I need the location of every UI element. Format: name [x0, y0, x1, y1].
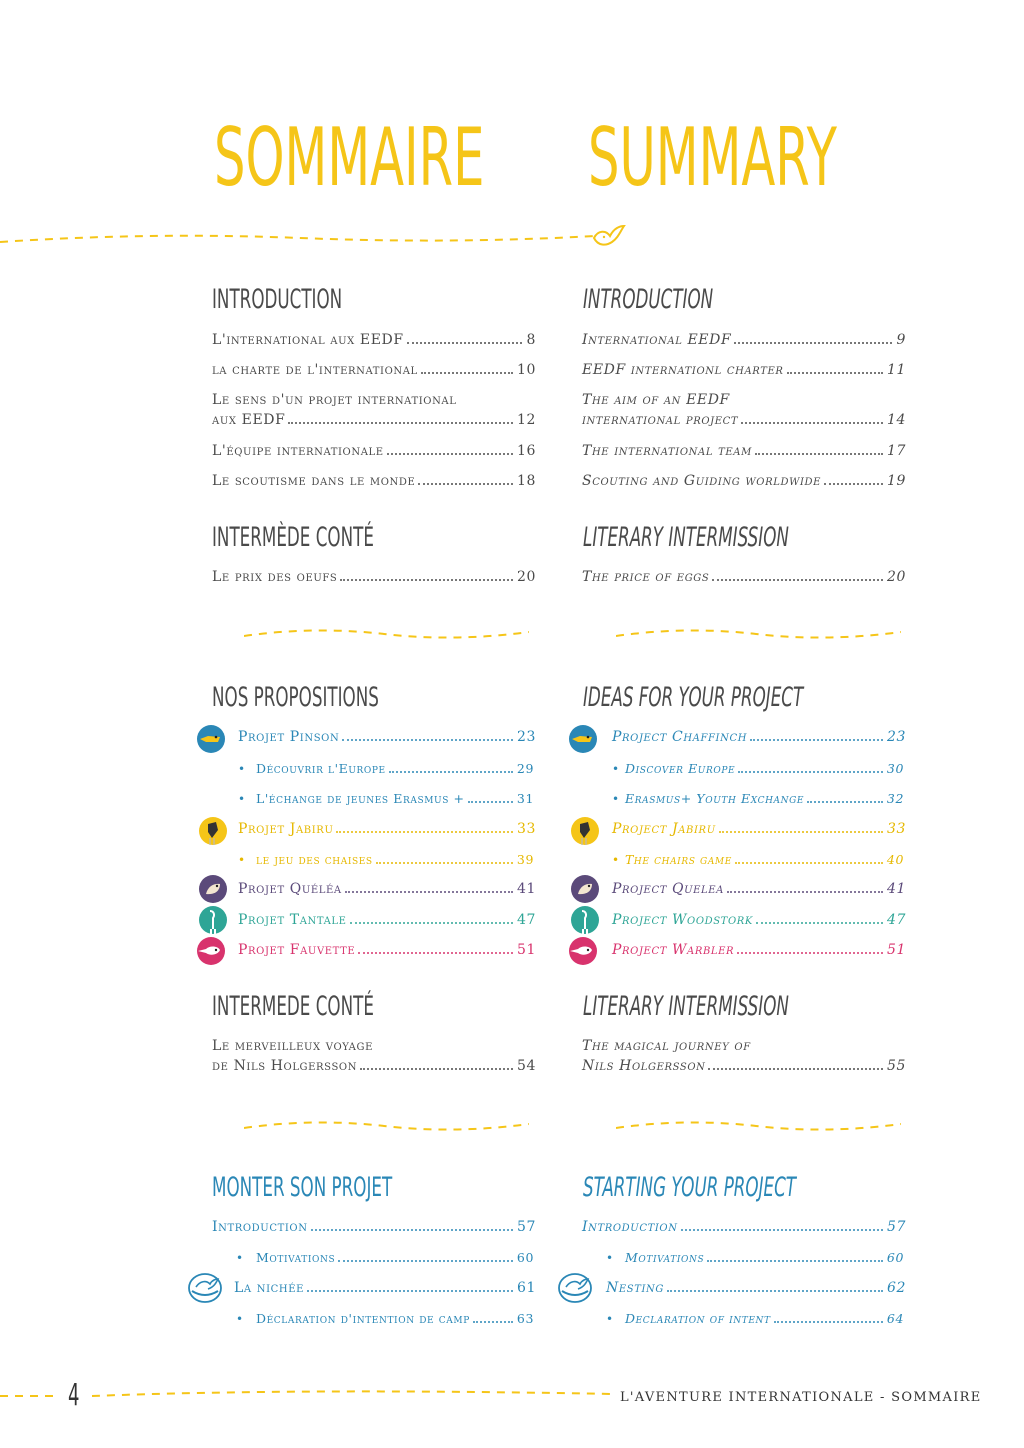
entry-label: Projet Jabiru — [238, 821, 334, 837]
entry-page: 61 — [516, 1280, 536, 1296]
entry-page: 33 — [886, 821, 906, 837]
bullet-icon: • — [238, 762, 246, 776]
en-interlude1-heading: LITERARY INTERMISSION — [583, 522, 789, 553]
entry-page: 33 — [516, 821, 536, 837]
en-toc-subentry[interactable] — [625, 791, 904, 807]
running-title: L'AVENTURE INTERNATIONALE - SOMMAIRE — [620, 1390, 982, 1405]
en-toc-entry[interactable] — [582, 412, 906, 428]
entry-page: 18 — [516, 473, 536, 489]
entry-label: The chairs game — [625, 852, 732, 867]
divider-en-1 — [616, 624, 901, 644]
en-toc-entry[interactable] — [612, 821, 906, 837]
bullet-icon: • — [236, 1251, 244, 1265]
page-number: 4 — [68, 1378, 80, 1413]
entry-label-line1: Le sens d'un projet international — [212, 392, 457, 408]
en-toc-entry[interactable] — [582, 1219, 906, 1235]
bullet-icon: • — [612, 792, 620, 806]
fr-toc-subentry[interactable] — [256, 761, 534, 777]
entry-label: International EEDF — [582, 332, 732, 348]
entry-label: The price of eggs — [582, 569, 710, 585]
warbler-icon — [568, 936, 598, 966]
fr-toc-entry[interactable] — [238, 821, 536, 837]
en-toc-entry[interactable] — [582, 569, 906, 585]
en-toc-entry[interactable] — [582, 362, 906, 378]
jabiru-icon — [198, 816, 228, 846]
fr-intro-heading: INTRODUCTION — [212, 284, 343, 315]
entry-page: 16 — [516, 443, 536, 459]
entry-label: Project Warbler — [612, 942, 735, 958]
fr-toc-entry[interactable] — [212, 412, 536, 428]
woodstork-icon — [198, 905, 228, 935]
entry-page: 54 — [516, 1058, 536, 1074]
entry-page: 47 — [886, 912, 906, 928]
entry-label-line1: Le merveilleux voyage — [212, 1038, 373, 1054]
entry-label: Projet Pinson — [238, 729, 340, 745]
quelea-icon — [198, 874, 228, 904]
entry-page: 57 — [516, 1219, 536, 1235]
entry-page: 31 — [516, 791, 534, 806]
bullet-icon: • — [238, 853, 246, 867]
entry-page: 14 — [886, 412, 906, 428]
entry-page: 9 — [896, 332, 906, 348]
entry-label: le jeu des chaises — [256, 852, 373, 867]
fr-toc-entry[interactable] — [234, 1280, 536, 1296]
entry-page: 20 — [886, 569, 906, 585]
fr-interlude1-heading: INTERMÈDE CONTÉ — [212, 522, 374, 553]
entry-page: 47 — [516, 912, 536, 928]
entry-label: Project Quelea — [612, 881, 724, 897]
chaffinch-icon — [196, 724, 226, 754]
entry-page: 32 — [886, 791, 904, 806]
entry-page: 29 — [516, 761, 534, 776]
fr-toc-subentry[interactable] — [256, 1250, 534, 1266]
en-start-heading: STARTING YOUR PROJECT — [583, 1172, 797, 1203]
chaffinch-icon — [568, 724, 598, 754]
bullet-icon: • — [606, 1312, 614, 1326]
fr-toc-entry[interactable] — [238, 912, 536, 928]
en-props-heading: IDEAS FOR YOUR PROJECT — [583, 682, 804, 713]
fr-toc-entry[interactable] — [212, 1219, 536, 1235]
entry-label: la charte de l'international — [212, 362, 418, 378]
entry-page: 51 — [886, 942, 906, 958]
entry-label: Project Woodstork — [612, 912, 753, 928]
fr-toc-entry[interactable] — [212, 362, 536, 378]
entry-page: 23 — [886, 729, 906, 745]
entry-label: Declaration of intent — [625, 1311, 771, 1326]
en-intro-heading: INTRODUCTION — [583, 284, 714, 315]
divider-en-2 — [616, 1116, 901, 1136]
entry-label-line1: The magical journey of — [582, 1038, 751, 1054]
fr-start-heading: MONTER SON PROJET — [212, 1172, 393, 1203]
entry-label: Erasmus+ Youth Exchange — [625, 791, 805, 806]
divider-fr-2 — [244, 1116, 529, 1136]
entry-page: 55 — [886, 1058, 906, 1074]
fr-toc-entry[interactable] — [212, 443, 536, 459]
en-toc-entry[interactable] — [582, 1058, 906, 1074]
entry-label: L'échange de jeunes Erasmus + — [256, 791, 465, 806]
fr-toc-subentry[interactable] — [256, 791, 534, 807]
entry-page: 12 — [516, 412, 536, 428]
entry-label-line2: international project — [582, 412, 739, 428]
entry-page: 63 — [516, 1311, 534, 1326]
divider-fr-1 — [244, 624, 529, 644]
entry-page: 41 — [516, 881, 536, 897]
fr-toc-entry[interactable] — [238, 729, 536, 745]
entry-page: 57 — [886, 1219, 906, 1235]
fr-interlude2-heading: INTERMEDE CONTÉ — [212, 991, 374, 1022]
fr-toc-entry[interactable] — [212, 569, 536, 585]
en-toc-entry[interactable] — [612, 729, 906, 745]
bullet-icon: • — [238, 792, 246, 806]
woodstork-icon — [570, 905, 600, 935]
fr-toc-entry[interactable] — [212, 332, 536, 348]
entry-label: Introduction — [212, 1219, 308, 1235]
entry-page: 30 — [886, 761, 904, 776]
entry-label: La nichée — [234, 1280, 305, 1296]
entry-label: Motivations — [625, 1250, 705, 1265]
entry-page: 60 — [886, 1250, 904, 1265]
fr-toc-entry[interactable] — [238, 942, 536, 958]
en-toc-subentry[interactable] — [625, 1311, 904, 1327]
fr-props-heading: NOS PROPOSITIONS — [212, 682, 379, 713]
entry-page: 17 — [886, 443, 906, 459]
entry-label-line2: aux EEDF — [212, 412, 286, 428]
entry-page: 51 — [516, 942, 536, 958]
bullet-icon: • — [236, 1312, 244, 1326]
entry-label: Introduction — [582, 1219, 678, 1235]
entry-label: Déclaration d'intention de camp — [256, 1311, 470, 1326]
entry-label-line2: Nils Holgersson — [582, 1058, 706, 1074]
en-toc-entry[interactable] — [582, 332, 906, 348]
entry-page: 23 — [516, 729, 536, 745]
header-dashed-line — [0, 226, 640, 250]
dove-icon — [588, 220, 628, 252]
entry-label: Motivations — [256, 1250, 336, 1265]
entry-page: 64 — [886, 1311, 904, 1326]
entry-label: Project Jabiru — [612, 821, 716, 837]
entry-label-line1: The aim of an EEDF — [582, 392, 730, 408]
entry-label-line2: de Nils Holgersson — [212, 1058, 358, 1074]
en-toc-subentry[interactable] — [625, 1250, 904, 1266]
bullet-icon: • — [612, 853, 620, 867]
entry-label: Discover Europe — [625, 761, 736, 776]
entry-label: Projet Fauvette — [238, 942, 356, 958]
fr-toc-subentry[interactable] — [256, 1311, 534, 1327]
footer-dashed-line — [0, 1384, 615, 1404]
warbler-icon — [196, 936, 226, 966]
title-summary: SUMMARY — [588, 111, 837, 204]
entry-label: Projet Tantale — [238, 912, 347, 928]
entry-page: 39 — [516, 852, 534, 867]
fr-toc-entry[interactable] — [238, 881, 536, 897]
entry-label: Découvrir l'Europe — [256, 761, 386, 776]
nest-icon — [556, 1271, 594, 1305]
en-toc-entry[interactable] — [606, 1280, 906, 1296]
entry-page: 60 — [516, 1250, 534, 1265]
entry-label: Le scoutisme dans le monde — [212, 473, 416, 489]
entry-page: 20 — [516, 569, 536, 585]
en-toc-entry[interactable] — [582, 473, 906, 489]
fr-toc-subentry[interactable] — [256, 852, 534, 868]
entry-page: 11 — [886, 362, 906, 378]
fr-toc-entry[interactable] — [212, 1058, 536, 1074]
fr-toc-entry[interactable] — [212, 473, 536, 489]
nest-icon — [186, 1271, 224, 1305]
en-toc-subentry[interactable] — [625, 761, 904, 777]
entry-label: Nesting — [606, 1280, 664, 1296]
en-toc-entry[interactable] — [612, 881, 906, 897]
entry-label: Le prix des oeufs — [212, 569, 338, 585]
bullet-icon: • — [612, 762, 620, 776]
en-toc-subentry[interactable] — [625, 852, 904, 868]
en-toc-entry[interactable] — [612, 942, 906, 958]
entry-page: 19 — [886, 473, 906, 489]
jabiru-icon — [570, 816, 600, 846]
title-sommaire: SOMMAIRE — [214, 111, 485, 204]
entry-label: L'équipe internationale — [212, 443, 384, 459]
entry-label: L'international aux EEDF — [212, 332, 404, 348]
entry-label: The international team — [582, 443, 752, 459]
entry-page: 41 — [886, 881, 906, 897]
entry-page: 40 — [886, 852, 904, 867]
bullet-icon: • — [606, 1251, 614, 1265]
entry-page: 62 — [886, 1280, 906, 1296]
entry-page: 8 — [526, 332, 536, 348]
entry-label: EEDF internationl charter — [582, 362, 784, 378]
en-interlude2-heading: LITERARY INTERMISSION — [583, 991, 789, 1022]
quelea-icon — [570, 874, 600, 904]
en-toc-entry[interactable] — [582, 443, 906, 459]
en-toc-entry[interactable] — [612, 912, 906, 928]
entry-page: 10 — [516, 362, 536, 378]
entry-label: Projet Quéléa — [238, 881, 342, 897]
entry-label: Project Chaffinch — [612, 729, 748, 745]
entry-label: Scouting and Guiding worldwide — [582, 473, 822, 489]
